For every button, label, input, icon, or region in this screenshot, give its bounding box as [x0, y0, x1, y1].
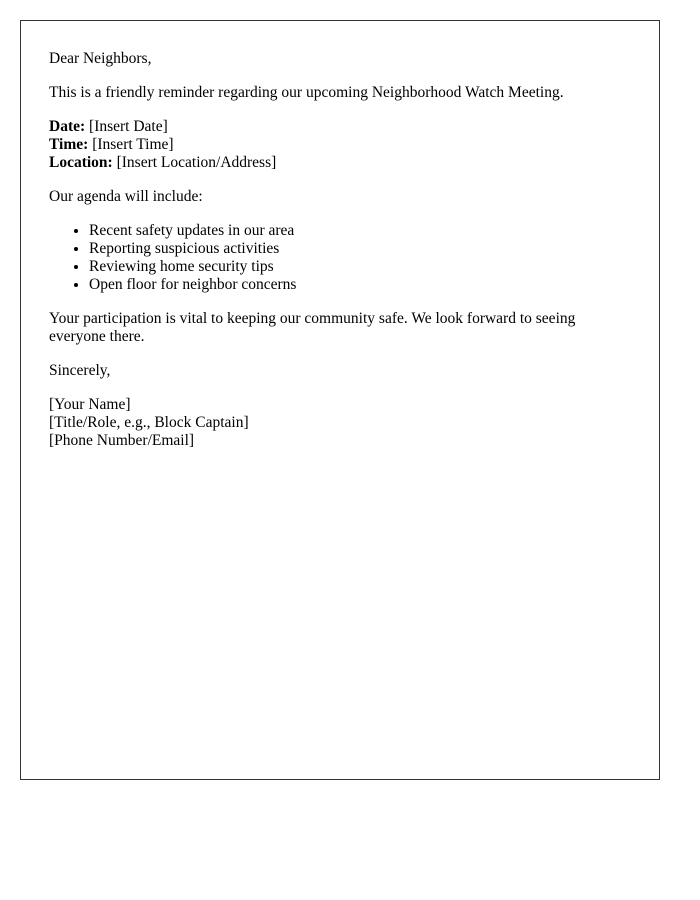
location-value: [Insert Location/Address]	[112, 154, 277, 171]
date-value: [Insert Date]	[85, 118, 168, 135]
meeting-details	[49, 118, 631, 172]
location-line	[49, 154, 631, 172]
time-value: [Insert Time]	[88, 136, 174, 153]
closing-paragraph: Your participation is vital to keeping our community safe. We look forward to seeing everyone there.	[49, 310, 576, 345]
signature-block	[49, 396, 631, 450]
agenda-list	[49, 222, 631, 294]
greeting: Dear Neighbors,	[49, 50, 152, 67]
agenda-item: • Open floor for neighbor concerns	[89, 276, 631, 294]
agenda-item: • Recent safety updates in our area	[89, 222, 631, 240]
agenda-item: • Reporting suspicious activities	[89, 240, 631, 258]
agenda-intro: Our agenda will include:	[49, 188, 203, 205]
agenda-item: • Reviewing home security tips	[89, 258, 631, 276]
signature-contact: [Phone Number/Email]	[49, 432, 195, 449]
letter-page	[20, 20, 660, 780]
time-label: Time:	[49, 136, 89, 153]
time-line	[49, 136, 631, 154]
intro-paragraph: This is a friendly reminder regarding our upcoming Neighborhood Watch Meeting.	[49, 84, 564, 101]
signature-name: [Your Name]	[49, 396, 131, 413]
date-label: Date:	[49, 118, 86, 135]
date-line	[49, 118, 631, 136]
location-label: Location:	[49, 154, 113, 171]
signoff: Sincerely,	[49, 362, 111, 379]
signature-title: [Title/Role, e.g., Block Captain]	[49, 414, 249, 431]
